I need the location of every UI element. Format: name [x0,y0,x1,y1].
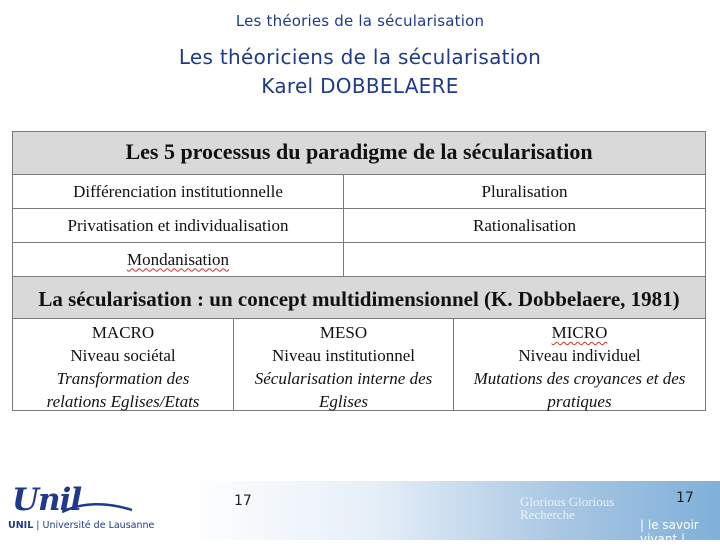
footer-decoration: Glorious Glorious Recherche [520,494,615,522]
secularisation-table [12,131,706,411]
slide-title [0,43,720,101]
logo-wordmark: Unil [12,482,82,518]
level-name: MACRO [91,323,155,342]
process-cell: Privatisation et individualisation [13,209,344,242]
process-cell: Rationalisation [473,215,576,235]
level-desc: relations Eglises/Etats [46,392,200,411]
level-name-text: MICRO [551,323,608,342]
process-row [13,175,705,209]
level-macro [13,319,234,410]
footer-tagline: | le savoir vivant | [640,518,699,546]
title-line-1: Les théoriciens de la sécularisation [178,45,542,69]
level-name [454,321,705,344]
level-desc: Transformation des [56,369,190,388]
process-row [13,243,705,277]
levels-row [13,319,705,410]
process-cell: Pluralisation [481,181,568,201]
page-number-left: 17 [234,493,252,509]
process-cell [13,243,344,276]
process-text-mondanisation: Mondanisation [127,249,229,269]
table-title: Les 5 processus du paradigme de la sécularisation [13,132,705,175]
title-line-2: Karel DOBBELAERE [261,74,459,98]
logo-bold: UNIL [8,520,34,531]
logo-university: | Université de Lausanne [33,520,155,531]
page-number-right: 17 [676,490,694,506]
level-desc: Sécularisation interne des [254,369,433,388]
level-scope: Niveau individuel [518,346,641,365]
process-row [13,209,705,243]
level-scope: Niveau institutionnel [271,346,416,365]
level-desc: Mutations des croyances et des [473,369,686,388]
logo-subtitle [8,520,154,531]
process-cell-empty [344,243,705,276]
level-meso [234,319,454,410]
level-micro [454,319,705,410]
unil-logo [6,482,166,537]
slide-subtitle: Les théories de la sécularisation [235,12,485,30]
concept-title: La sécularisation : un concept multidimensionnel (K. Dobbelaere, 1981) [13,277,705,319]
level-desc: pratiques [547,392,612,411]
process-cell: Différenciation institutionnelle [13,175,344,208]
level-desc: Eglises [318,392,369,411]
level-name: MESO [319,323,368,342]
level-scope: Niveau sociétal [70,346,176,365]
